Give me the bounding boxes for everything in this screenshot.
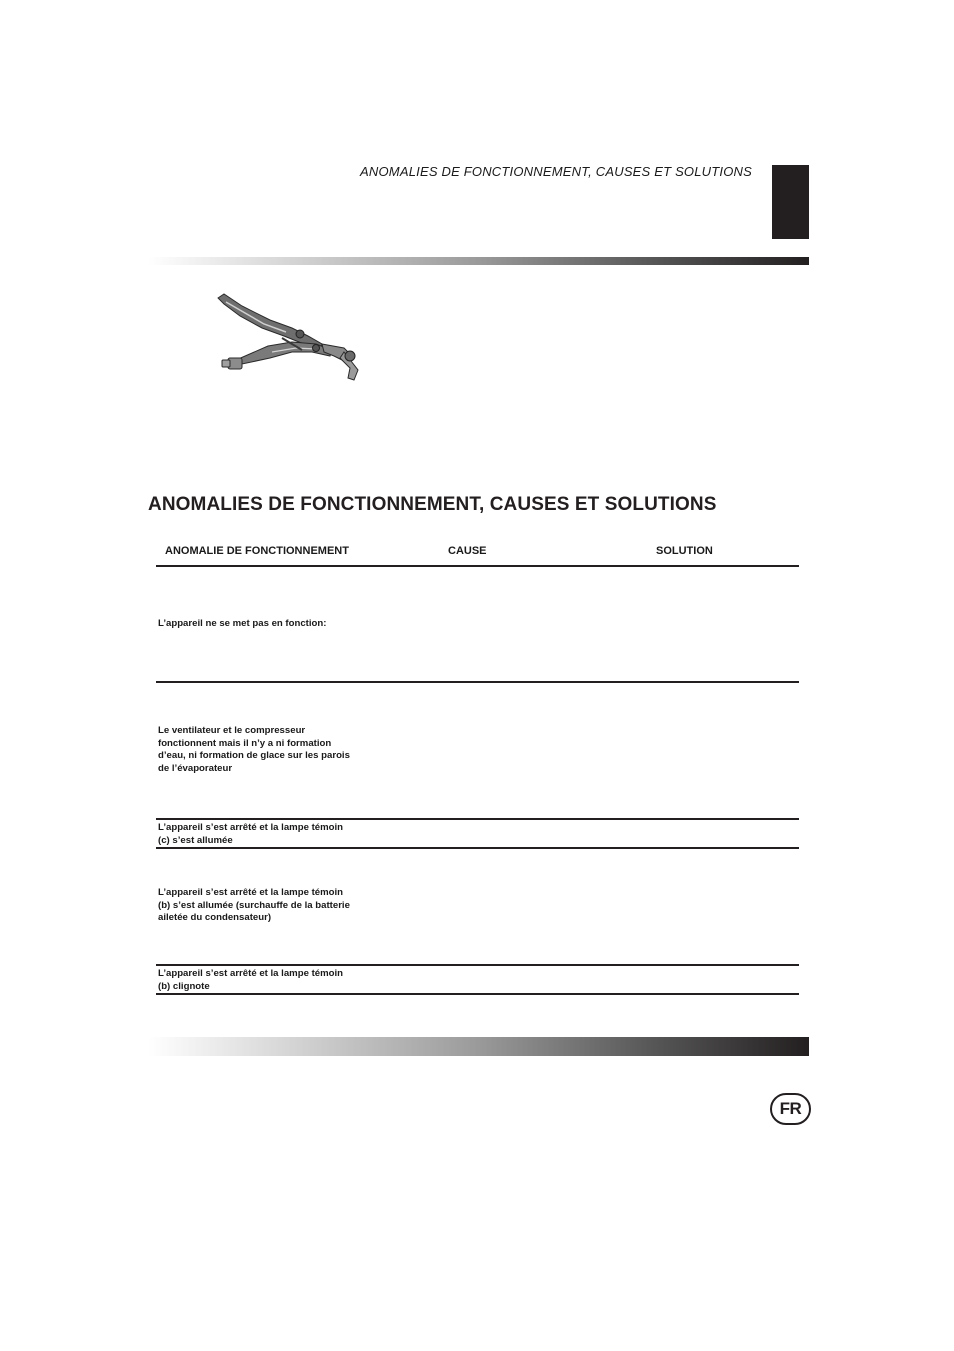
row-divider bbox=[156, 818, 799, 820]
anomaly-text: (b) s’est allumée (surchauffe de la batterie bbox=[158, 899, 350, 911]
anomaly-text: L’appareil s’est arrêté et la lampe témoin bbox=[158, 822, 344, 833]
anomaly-text: L’appareil s’est arrêté et la lampe témoin bbox=[158, 887, 344, 898]
table-row bbox=[158, 618, 368, 631]
table-bottom-rule bbox=[156, 993, 799, 995]
language-badge: FR bbox=[770, 1093, 811, 1125]
anomaly-text: (c) s’est allumée bbox=[158, 834, 233, 846]
anomaly-text: ailetée du condensateur) bbox=[158, 912, 272, 924]
row-divider bbox=[156, 964, 799, 966]
table-row bbox=[158, 968, 368, 993]
anomaly-text: Le ventilateur et le compresseur bbox=[158, 725, 306, 736]
anomaly-text: (b) clignote bbox=[158, 980, 210, 992]
anomaly-text: fonctionnent mais il n’y a ni formation bbox=[158, 737, 332, 749]
row-divider bbox=[156, 847, 799, 849]
anomaly-text: de l’évaporateur bbox=[158, 762, 233, 774]
pliers-icon bbox=[212, 292, 364, 384]
column-header-cause: CAUSE bbox=[448, 545, 487, 557]
column-header-anomaly: ANOMALIE DE FONCTIONNEMENT bbox=[165, 545, 349, 557]
table-header bbox=[156, 545, 799, 567]
anomaly-text: L’appareil s’est arrêté et la lampe témoin bbox=[158, 968, 344, 979]
top-gradient-bar bbox=[148, 257, 809, 265]
table-row bbox=[158, 887, 368, 925]
anomaly-text: d’eau, ni formation de glace sur les parois bbox=[158, 750, 350, 762]
section-tab bbox=[772, 165, 809, 239]
bottom-gradient-bar bbox=[148, 1037, 809, 1056]
column-header-solution: SOLUTION bbox=[656, 545, 713, 557]
table-row bbox=[158, 822, 368, 847]
table-row bbox=[158, 725, 368, 775]
running-header: ANOMALIES DE FONCTIONNEMENT, CAUSES ET SOLUTIONS bbox=[360, 164, 752, 179]
row-divider bbox=[156, 681, 799, 683]
section-title: ANOMALIES DE FONCTIONNEMENT, CAUSES ET SOLUTIONS bbox=[148, 494, 717, 515]
anomaly-text: L’appareil ne se met pas en fonction: bbox=[158, 618, 327, 629]
